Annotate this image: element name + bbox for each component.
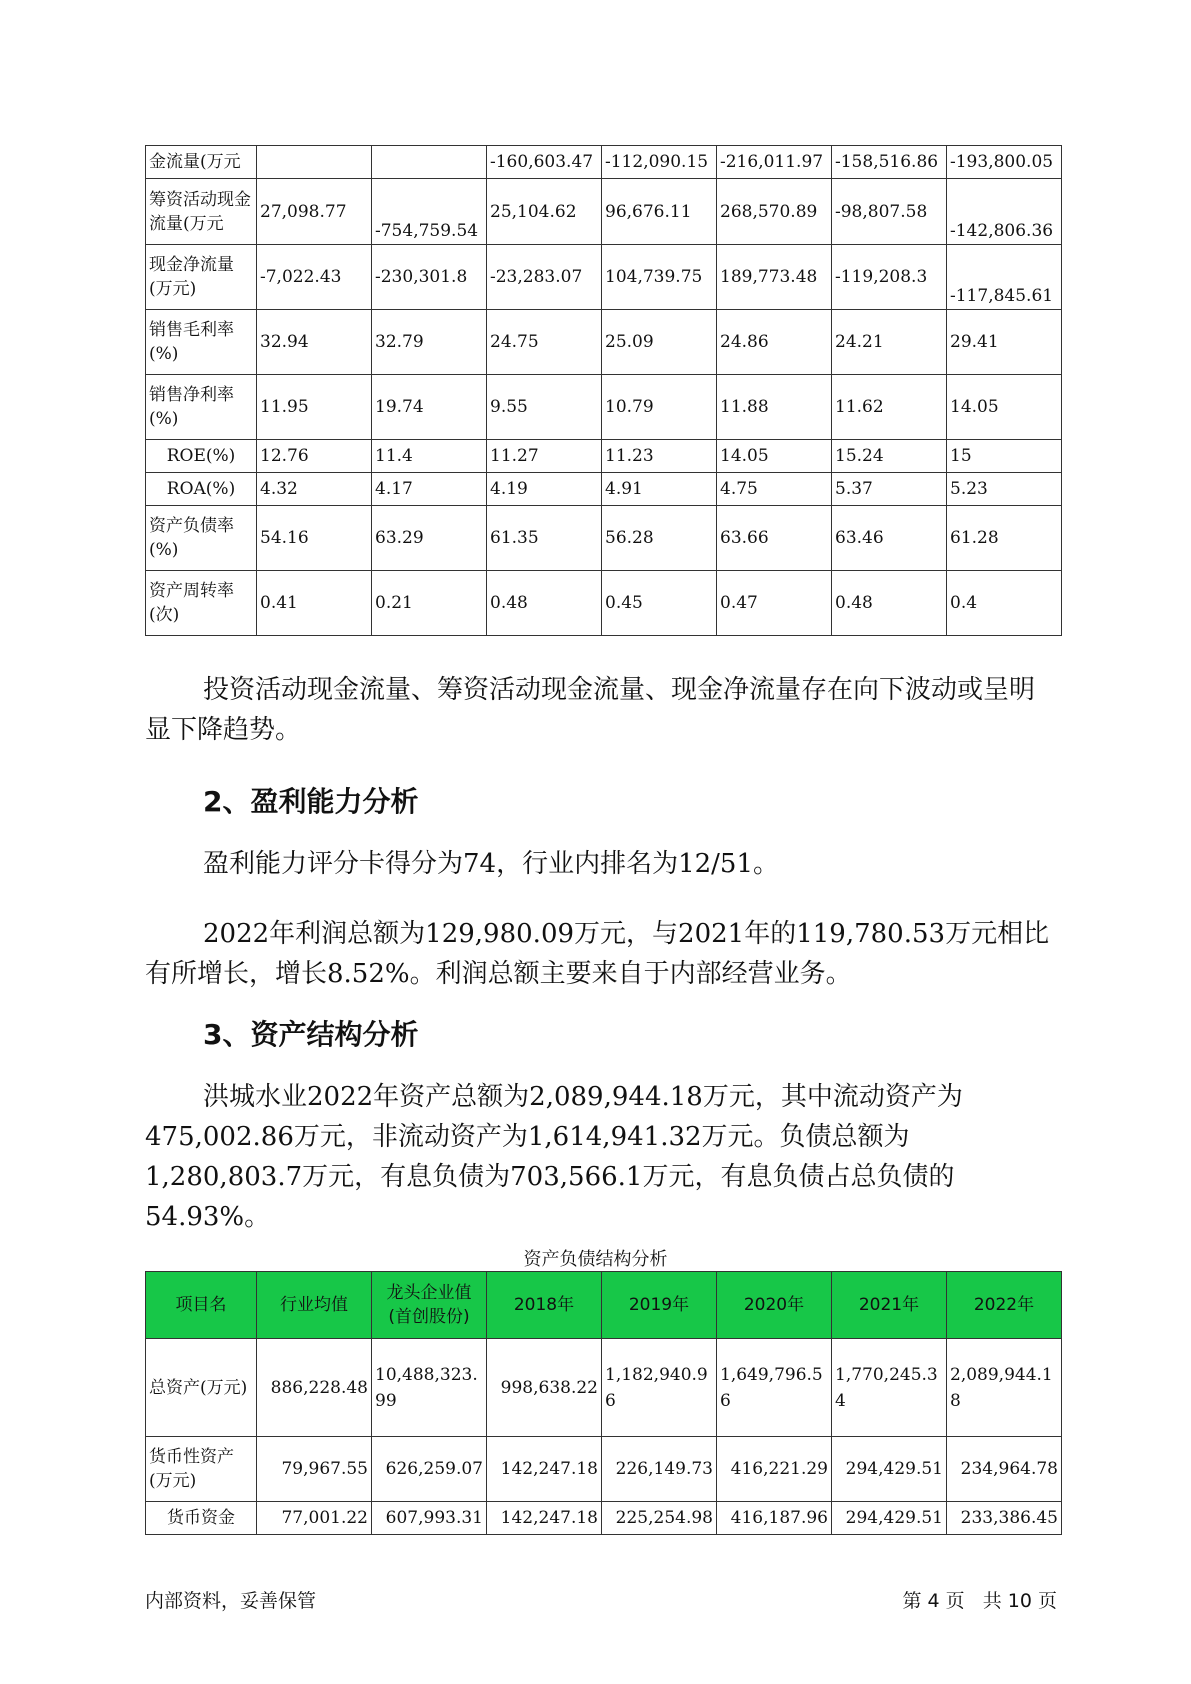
table-cell: 11.62 <box>832 375 947 440</box>
table-cell: 11.23 <box>602 440 717 473</box>
table-cell: 15.24 <box>832 440 947 473</box>
table-cell: 0.41 <box>257 571 372 636</box>
table-cell: 14.05 <box>947 375 1062 440</box>
row-label: 金流量(万元 <box>146 146 257 179</box>
row-label: 销售净利率(%) <box>146 375 257 440</box>
table-cell: 14.05 <box>717 440 832 473</box>
table-cell: -7,022.43 <box>257 245 372 310</box>
asset-structure-paragraph: 洪城水业2022年资产总额为2,089,944.18万元，其中流动资产为475,002.86万元，非流动资产为1,614,941.32万元。负债总额为1,280,803.7万元，有息负债为703,566.1万元，有息负债占总负债的54.93%。 <box>145 1082 963 1232</box>
section-heading-asset-structure: 3、资产结构分析 <box>203 1018 419 1051</box>
table-cell: 104,739.75 <box>602 245 717 310</box>
financial-indicators-table <box>145 145 1062 636</box>
column-header: 2019年 <box>602 1272 717 1339</box>
column-header: 2018年 <box>487 1272 602 1339</box>
table-cell: -158,516.86 <box>832 146 947 179</box>
table-cell: 5.23 <box>947 473 1062 506</box>
table-cell: 234,964.78 <box>947 1437 1062 1502</box>
footer-confidential-note: 内部资料，妥善保管 <box>145 1590 317 1612</box>
table-header-row <box>146 1272 1062 1339</box>
table-cell: -230,301.8 <box>372 245 487 310</box>
column-header: 行业均值 <box>257 1272 372 1339</box>
column-header: 2022年 <box>947 1272 1062 1339</box>
table-row <box>146 179 1062 245</box>
table-cell: 4.19 <box>487 473 602 506</box>
table-cell: 19.74 <box>372 375 487 440</box>
table-cell: 11.88 <box>717 375 832 440</box>
table-cell: 886,228.48 <box>257 1339 372 1437</box>
table-cell: 0.45 <box>602 571 717 636</box>
row-label: 总资产(万元) <box>146 1339 257 1437</box>
table-cell: 32.79 <box>372 310 487 375</box>
table-cell: 4.17 <box>372 473 487 506</box>
table-cell: 24.21 <box>832 310 947 375</box>
table-row <box>146 440 1062 473</box>
asset-liability-structure-table <box>145 1271 1062 1535</box>
table-cell: 27,098.77 <box>257 179 372 245</box>
table-cell: 11.27 <box>487 440 602 473</box>
table-cell: 11.4 <box>372 440 487 473</box>
table-cell: 24.75 <box>487 310 602 375</box>
table-cell: 189,773.48 <box>717 245 832 310</box>
table-cell: 607,993.31 <box>372 1502 487 1535</box>
table-row <box>146 146 1062 179</box>
table-cell: 10.79 <box>602 375 717 440</box>
table-cell: -119,208.3 <box>832 245 947 310</box>
row-label: 筹资活动现金流量(万元 <box>146 179 257 245</box>
table-cell: 0.47 <box>717 571 832 636</box>
table-cell: 11.95 <box>257 375 372 440</box>
table-row <box>146 571 1062 636</box>
table-cell: 225,254.98 <box>602 1502 717 1535</box>
table-cell: 12.76 <box>257 440 372 473</box>
table-cell: 294,429.51 <box>832 1502 947 1535</box>
table-cell: 2,089,944.18 <box>947 1339 1062 1437</box>
table-cell: -23,283.07 <box>487 245 602 310</box>
table-cell: 79,967.55 <box>257 1437 372 1502</box>
table-cell: 142,247.18 <box>487 1502 602 1535</box>
table-cell: 25.09 <box>602 310 717 375</box>
row-label: 现金净流量(万元) <box>146 245 257 310</box>
table-row <box>146 506 1062 571</box>
table-cell: -754,759.54 <box>372 179 487 245</box>
profitability-score-paragraph: 盈利能力评分卡得分为74，行业内排名为12/51。 <box>203 849 780 879</box>
table-cell: 15 <box>947 440 1062 473</box>
section-heading-profitability: 2、盈利能力分析 <box>203 785 419 818</box>
cashflow-summary-paragraph: 投资活动现金流量、筹资活动现金流量、现金净流量存在向下波动或呈明显下降趋势。 <box>145 675 1036 745</box>
table-cell: -142,806.36 <box>947 179 1062 245</box>
table-row <box>146 1502 1062 1535</box>
row-label: ROE(%) <box>146 440 257 473</box>
table-cell: -160,603.47 <box>487 146 602 179</box>
table-cell <box>372 146 487 179</box>
table-cell: 626,259.07 <box>372 1437 487 1502</box>
table-cell: 77,001.22 <box>257 1502 372 1535</box>
table-cell: 4.32 <box>257 473 372 506</box>
table-cell: 29.41 <box>947 310 1062 375</box>
table-row <box>146 1437 1062 1502</box>
column-header: 龙头企业值(首创股份) <box>372 1272 487 1339</box>
table-row <box>146 473 1062 506</box>
table-cell: 24.86 <box>717 310 832 375</box>
footer-page-number: 第 4 页 共 10 页 <box>902 1590 1057 1612</box>
table-cell: 63.66 <box>717 506 832 571</box>
table-cell: 0.4 <box>947 571 1062 636</box>
table-cell: 32.94 <box>257 310 372 375</box>
table-cell: 142,247.18 <box>487 1437 602 1502</box>
table-cell: 0.48 <box>487 571 602 636</box>
profit-total-paragraph: 2022年利润总额为129,980.09万元，与2021年的119,780.53万元相比有所增长，增长8.52%。利润总额主要来自于内部经营业务。 <box>145 919 1050 989</box>
table-cell: 61.28 <box>947 506 1062 571</box>
table-cell: -112,090.15 <box>602 146 717 179</box>
table-cell: 416,221.29 <box>717 1437 832 1502</box>
table-cell: 25,104.62 <box>487 179 602 245</box>
table-cell: 61.35 <box>487 506 602 571</box>
table-cell: 56.28 <box>602 506 717 571</box>
column-header: 项目名 <box>146 1272 257 1339</box>
column-header: 2020年 <box>717 1272 832 1339</box>
row-label: 资产负债率(%) <box>146 506 257 571</box>
table-cell: 294,429.51 <box>832 1437 947 1502</box>
table-row <box>146 375 1062 440</box>
row-label: 资产周转率(次) <box>146 571 257 636</box>
table-cell: 233,386.45 <box>947 1502 1062 1535</box>
row-label: 销售毛利率(%) <box>146 310 257 375</box>
table-cell: 4.91 <box>602 473 717 506</box>
table-cell: 63.46 <box>832 506 947 571</box>
table-cell: -98,807.58 <box>832 179 947 245</box>
table-cell: 54.16 <box>257 506 372 571</box>
table-cell: 268,570.89 <box>717 179 832 245</box>
table-cell: 0.21 <box>372 571 487 636</box>
table-row <box>146 245 1062 310</box>
table-row <box>146 310 1062 375</box>
table-cell: 63.29 <box>372 506 487 571</box>
table-cell: 4.75 <box>717 473 832 506</box>
table-cell: -216,011.97 <box>717 146 832 179</box>
table-caption: 资产负债结构分析 <box>523 1249 668 1270</box>
table-cell: 5.37 <box>832 473 947 506</box>
row-label: 货币性资产(万元) <box>146 1437 257 1502</box>
table-cell: 1,182,940.96 <box>602 1339 717 1437</box>
table-cell: 1,770,245.34 <box>832 1339 947 1437</box>
table-cell: 9.55 <box>487 375 602 440</box>
table-cell: 0.48 <box>832 571 947 636</box>
table-cell: 998,638.22 <box>487 1339 602 1437</box>
table-cell: 10,488,323.99 <box>372 1339 487 1437</box>
table-cell: -117,845.61 <box>947 245 1062 310</box>
table-cell: 1,649,796.56 <box>717 1339 832 1437</box>
row-label: ROA(%) <box>146 473 257 506</box>
table-cell: 416,187.96 <box>717 1502 832 1535</box>
table-cell: 96,676.11 <box>602 179 717 245</box>
column-header: 2021年 <box>832 1272 947 1339</box>
row-label: 货币资金 <box>146 1502 257 1535</box>
table-cell: 226,149.73 <box>602 1437 717 1502</box>
table-cell <box>257 146 372 179</box>
table-row <box>146 1339 1062 1437</box>
table-cell: -193,800.05 <box>947 146 1062 179</box>
